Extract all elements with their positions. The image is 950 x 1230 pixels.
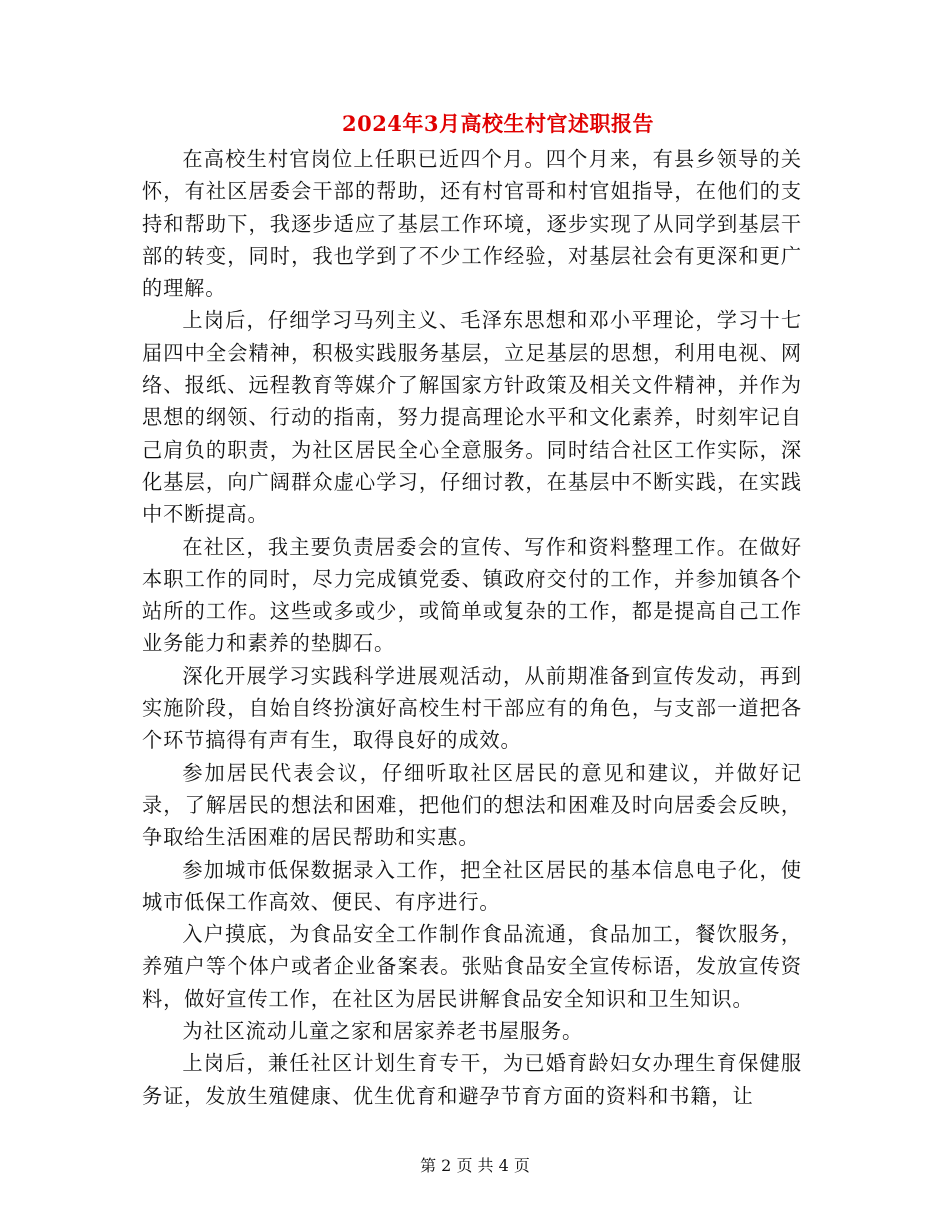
paragraph: 参加居民代表会议，仔细听取社区居民的意见和建议，并做好记录，了解居民的想法和困难，把他们的想法和困难及时向居委会反映，争取给生活困难的居民帮助和实惠。 [142, 760, 802, 850]
paragraph: 为社区流动儿童之家和居家养老书屋服务。 [182, 1019, 584, 1044]
paragraph: 上岗后，仔细学习马列主义、毛泽东思想和邓小平理论，学习十七届四中全会精神，积极实践服务基层，立足基层的思想，利用电视、网络、报纸、远程教育等媒介了解国家方针政策及相关文件精神，并作为思想的纲领、行动的指南，努力提高理论水平和文化素养，时刻牢记自己肩负的职责，为社区居民全心全意服务。同时结合社区工作实际，深化基层，向广阔群众虚心学习，仔细讨教，在基层中不断实践，在实践中不断提高。 [142, 308, 802, 527]
paragraph: 入户摸底，为食品安全工作制作食品流通，食品加工，餐饮服务，养殖户等个体户或者企业备案表。张贴食品安全宣传标语，发放宣传资料，做好宣传工作，在社区为居民讲解食品安全知识和卫生知识。 [142, 922, 802, 1011]
paragraph: 参加城市低保数据录入工作，把全社区居民的基本信息电子化，使城市低保工作高效、便民、有序进行。 [142, 857, 802, 914]
document-body [142, 143, 802, 1112]
document-title: 2024年3月高校生村官述职报告 [341, 111, 655, 136]
paragraph: 在社区，我主要负责居委会的宣传、写作和资料整理工作。在做好本职工作的同时，尽力完成镇党委、镇政府交付的工作，并参加镇各个站所的工作。这些或多或少，或简单或复杂的工作，都是提高自己工作业务能力和素养的垫脚石。 [142, 534, 802, 656]
page-footer: 第 2 页 共 4 页 [420, 1156, 530, 1175]
paragraph: 上岗后，兼任社区计划生育专干，为已婚育龄妇女办理生育保健服务证，发放生殖健康、优生优育和避孕节育方面的资料和书籍，让 [142, 1051, 802, 1108]
paragraph: 在高校生村官岗位上任职已近四个月。四个月来，有县乡领导的关怀，有社区居委会干部的帮助，还有村官哥和村官姐指导，在他们的支持和帮助下，我逐步适应了基层工作环境，逐步实现了从同学到基层干部的转变，同时，我也学到了不少工作经验，对基层社会有更深和更广的理解。 [142, 147, 802, 301]
paragraph: 深化开展学习实践科学进展观活动，从前期准备到宣传发动，再到实施阶段，自始自终扮演好高校生村干部应有的角色，与支部一道把各个环节搞得有声有生，取得良好的成效。 [142, 663, 802, 753]
